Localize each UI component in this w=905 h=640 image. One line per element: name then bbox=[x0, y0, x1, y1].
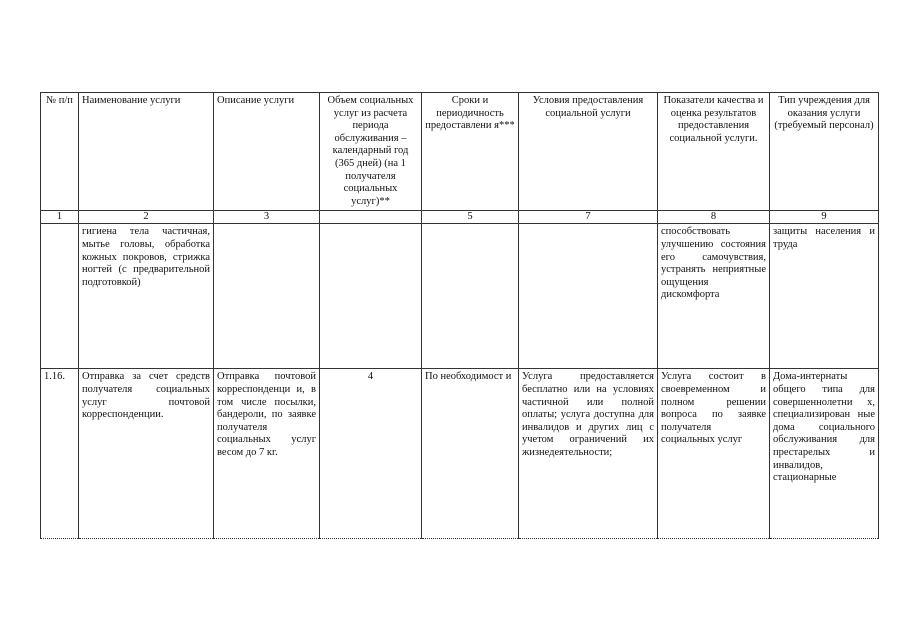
quality-indicators-cell: способствовать улучшению состояния его самочувствия, устранять неприятные ощущения дискомфорта bbox=[658, 224, 770, 369]
service-volume-cell bbox=[320, 224, 422, 369]
header-terms-periodicity: Сроки и периодичность предоставлени я*** bbox=[422, 93, 519, 211]
conditions-cell bbox=[519, 224, 658, 369]
social-services-table bbox=[40, 92, 879, 539]
service-description-cell bbox=[214, 224, 320, 369]
terms-cell: По необходимост и bbox=[422, 369, 519, 539]
institution-type-cell: защиты населения и труда bbox=[770, 224, 879, 369]
header-conditions: Условия предоставления социальной услуги bbox=[519, 93, 658, 211]
column-number: 9 bbox=[770, 211, 879, 224]
column-number: 7 bbox=[519, 211, 658, 224]
table-row bbox=[41, 369, 879, 539]
row-number-cell bbox=[41, 224, 79, 369]
row-number-cell: 1.16. bbox=[41, 369, 79, 539]
quality-indicators-cell: Услуга состоит в своевременном и полном решении вопроса по заявке получателя социальных услуг bbox=[658, 369, 770, 539]
column-number: 2 bbox=[79, 211, 214, 224]
column-number: 3 bbox=[214, 211, 320, 224]
institution-type-cell: Дома-интернаты общего типа для совершеннолетни х, специализирован ные дома социального обслуживания для престарелых и инвалидов, стационарные bbox=[770, 369, 879, 539]
column-numbers-row bbox=[41, 211, 879, 224]
table-row bbox=[41, 224, 879, 369]
header-institution-type: Тип учреждения для оказания услуги (требуемый персонал) bbox=[770, 93, 879, 211]
service-description-cell: Отправка почтовой корреспонденци и, в том числе посылки, бандероли, по заявке получателя социальных услуг весом до 7 кг. bbox=[214, 369, 320, 539]
terms-cell bbox=[422, 224, 519, 369]
header-service-volume: Объем социальных услуг из расчета периода обслуживания – календарный год (365 дней) (на 1 получателя социальных услуг)** bbox=[320, 93, 422, 211]
header-quality-indicators: Показатели качества и оценка результатов предоставления социальной услуги. bbox=[658, 93, 770, 211]
header-service-name: Наименование услуги bbox=[79, 93, 214, 211]
service-name-cell: Отправка за счет средств получателя социальных услуг почтовой корреспонденции. bbox=[79, 369, 214, 539]
column-number: 5 bbox=[422, 211, 519, 224]
header-service-description: Описание услуги bbox=[214, 93, 320, 211]
service-name-cell: гигиена тела частичная, мытье головы, обработка кожных покровов, стрижка ногтей (с предварительной подготовкой) bbox=[79, 224, 214, 369]
column-number bbox=[320, 211, 422, 224]
column-number: 1 bbox=[41, 211, 79, 224]
service-volume-cell: 4 bbox=[320, 369, 422, 539]
table-header-row bbox=[41, 93, 879, 211]
header-number: № п/п bbox=[41, 93, 79, 211]
conditions-cell: Услуга предоставляется бесплатно или на условиях частичной или полной оплаты; услуга доступна для инвалидов и других лиц с учетом ограничений их жизнедеятельности; bbox=[519, 369, 658, 539]
column-number: 8 bbox=[658, 211, 770, 224]
